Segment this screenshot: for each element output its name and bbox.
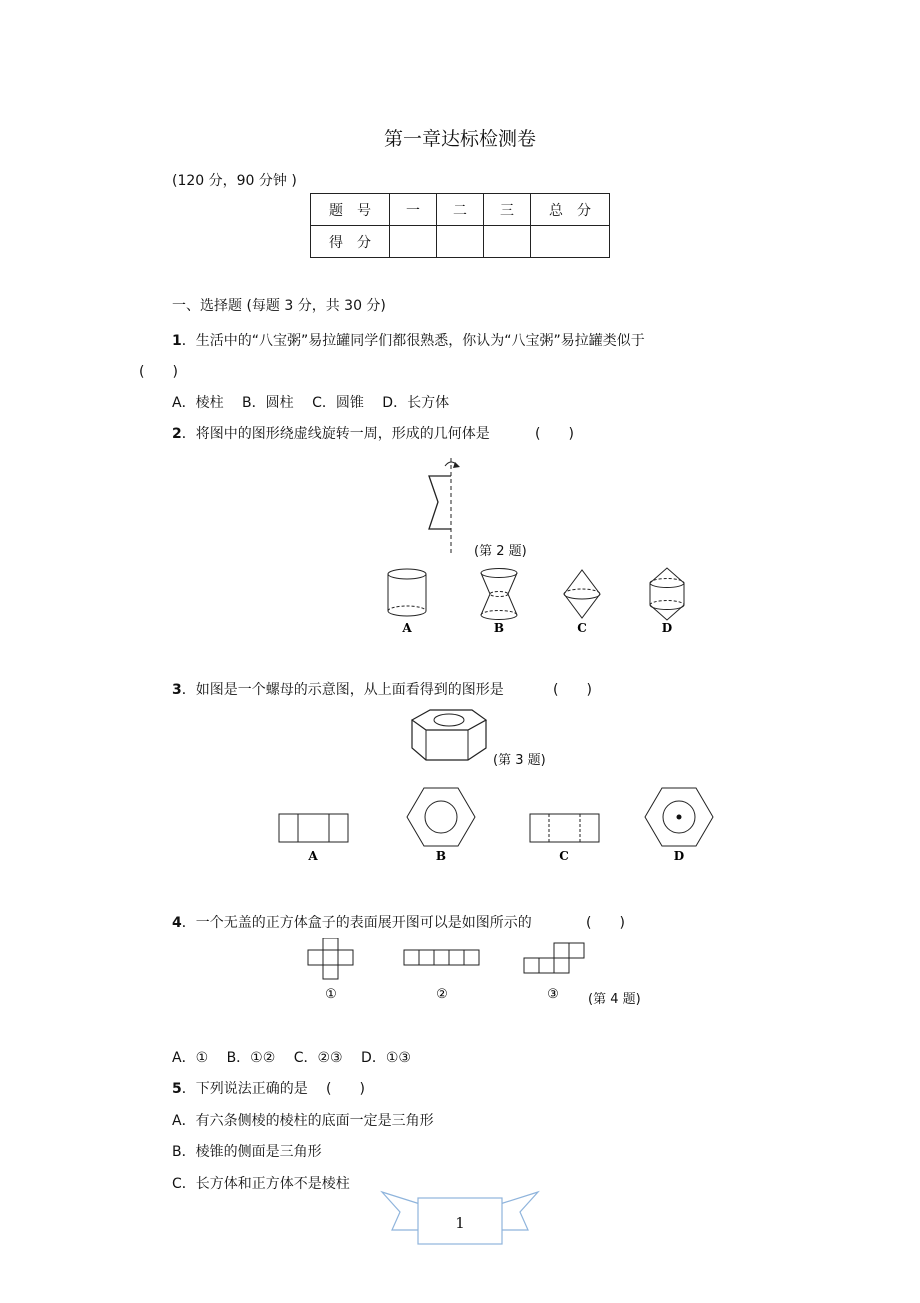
question-number: 3 bbox=[172, 682, 182, 698]
option-label: B bbox=[493, 621, 505, 635]
figure-caption: (第 3 题) bbox=[493, 753, 546, 768]
page-number-ribbon bbox=[380, 1188, 540, 1248]
page-number: 1 bbox=[455, 1214, 465, 1232]
score-cell[interactable] bbox=[437, 226, 484, 258]
option-label: A bbox=[402, 621, 412, 635]
answer-paren: ( ) bbox=[326, 1081, 365, 1097]
three-rectangles-shape bbox=[279, 814, 348, 842]
hexagon-circle-dot-shape bbox=[645, 788, 713, 846]
question-number: 5 bbox=[172, 1081, 182, 1097]
question-number: 4 bbox=[172, 915, 182, 931]
question-number: 1 bbox=[172, 333, 182, 349]
score-header-cell: 二 bbox=[437, 194, 484, 226]
dashed-rectangles-shape bbox=[530, 814, 599, 842]
staircase-net-shape bbox=[524, 943, 584, 973]
answer-paren: ( ) bbox=[586, 915, 625, 931]
page-title: 第一章达标检测卷 bbox=[383, 128, 536, 150]
question-1 bbox=[172, 330, 645, 350]
cone-cylinder-cone-shape bbox=[650, 568, 684, 620]
question-4 bbox=[172, 912, 532, 932]
option-label: C bbox=[577, 621, 587, 635]
option-label: A bbox=[308, 849, 318, 863]
double-cone-shape bbox=[564, 570, 600, 618]
answer-option: B．棱锥的侧面是三角形 bbox=[172, 1144, 322, 1160]
option-label: D bbox=[673, 849, 685, 863]
figure-caption: (第 4 题) bbox=[588, 992, 641, 1007]
option-label: B bbox=[435, 849, 447, 863]
score-cell[interactable] bbox=[390, 226, 437, 258]
score-header-cell: 总 分 bbox=[531, 194, 610, 226]
score-header-cell: 题 号 bbox=[311, 194, 390, 226]
net-label: ② bbox=[436, 987, 448, 1002]
question-text: ．如图是一个螺母的示意图，从上面看得到的图形是 bbox=[181, 682, 504, 698]
question-text: ．下列说法正确的是 bbox=[181, 1081, 308, 1097]
section-heading: 一、选择题 (每题 3 分，共 30 分) bbox=[172, 298, 386, 314]
question-text: ．一个无盖的正方体盒子的表面展开图可以是如图所示的 bbox=[181, 915, 532, 931]
question-text: ．将图中的图形绕虚线旋转一周，形成的几何体是 bbox=[181, 426, 490, 442]
score-cell[interactable] bbox=[531, 226, 610, 258]
answer-paren: ( ) bbox=[139, 364, 178, 380]
score-cell[interactable] bbox=[484, 226, 531, 258]
question-number: 2 bbox=[172, 426, 182, 442]
answer-option: A．有六条侧棱的棱柱的底面一定是三角形 bbox=[172, 1113, 434, 1129]
net-label: ③ bbox=[547, 987, 559, 1002]
answer-options: A．棱柱 B．圆柱 C．圆锥 D．长方体 bbox=[172, 395, 450, 411]
score-table-row bbox=[311, 226, 610, 258]
answer-option: C．长方体和正方体不是棱柱 bbox=[172, 1176, 350, 1192]
option-label: D bbox=[661, 621, 673, 635]
score-table bbox=[310, 193, 610, 258]
cylinder-shape bbox=[388, 569, 426, 616]
q2-options-figure bbox=[374, 565, 694, 640]
score-header-cell: 一 bbox=[390, 194, 437, 226]
score-header-cell: 三 bbox=[484, 194, 531, 226]
q4-nets-figure bbox=[300, 938, 595, 1002]
answer-paren: ( ) bbox=[553, 682, 592, 698]
answer-paren: ( ) bbox=[535, 426, 574, 442]
exam-info: (120 分，90 分钟 ) bbox=[172, 173, 297, 189]
question-3 bbox=[172, 679, 504, 699]
nut-figure bbox=[400, 702, 492, 768]
rotation-figure bbox=[415, 452, 470, 557]
cross-net-shape bbox=[308, 938, 353, 979]
question-2 bbox=[172, 423, 490, 443]
question-text: ．生活中的“八宝粥”易拉罐同学们都很熟悉，你认为“八宝粥”易拉罐类似于 bbox=[181, 333, 645, 349]
net-label: ① bbox=[325, 987, 337, 1002]
score-table-header-row bbox=[311, 194, 610, 226]
score-row-label: 得 分 bbox=[311, 226, 390, 258]
double-frustum-shape bbox=[481, 569, 517, 620]
question-5 bbox=[172, 1078, 308, 1098]
answer-options: A．① B．①② C．②③ D．①③ bbox=[172, 1050, 411, 1066]
q3-options-figure bbox=[270, 778, 720, 866]
option-label: C bbox=[559, 849, 569, 863]
row-net-shape bbox=[404, 950, 479, 965]
figure-caption: (第 2 题) bbox=[474, 544, 527, 559]
hexagon-circle-shape bbox=[407, 788, 475, 846]
